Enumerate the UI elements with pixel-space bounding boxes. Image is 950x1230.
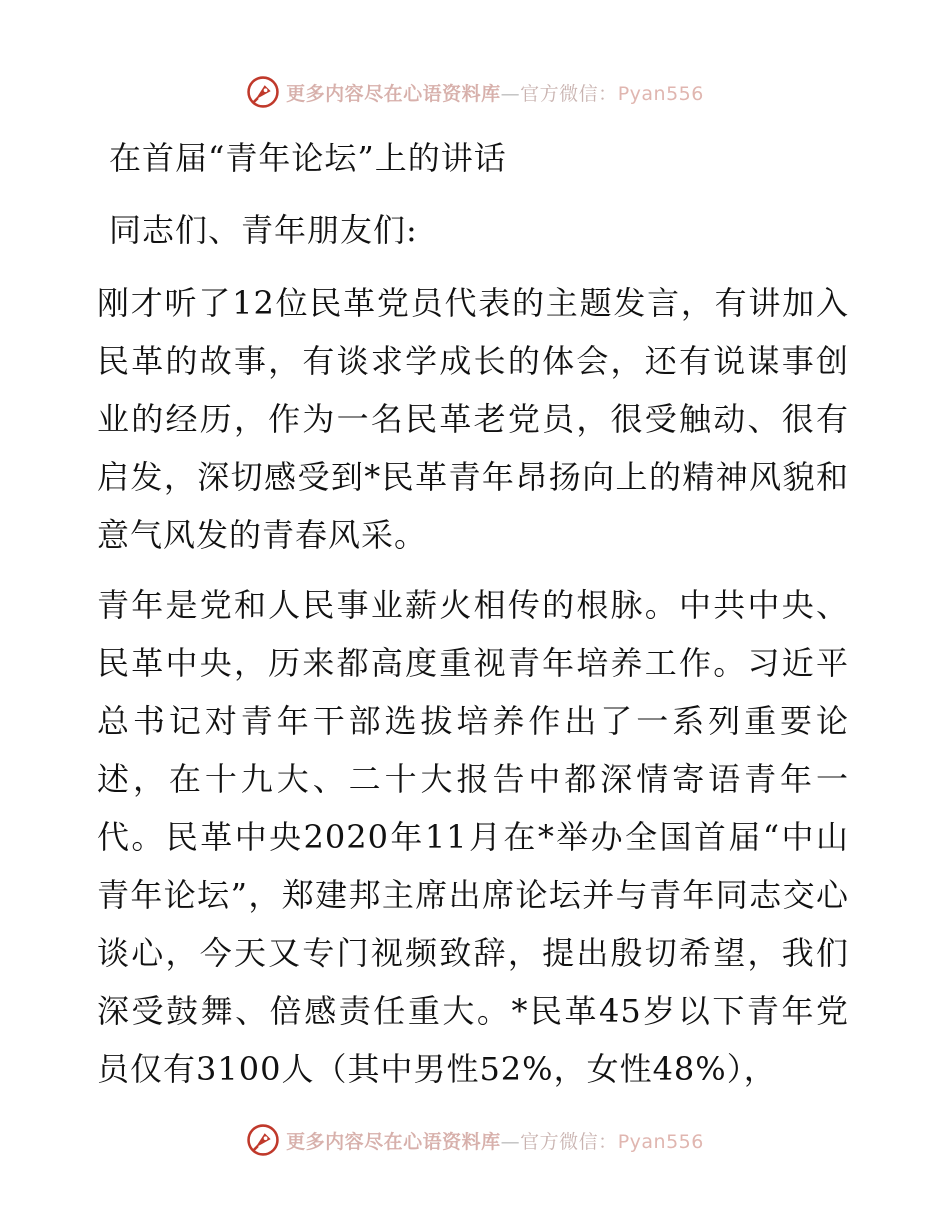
watermark-wechat-id: Pyan556 [617,82,704,105]
watermark-text [286,79,704,106]
pen-nib-logo-icon [246,1123,280,1157]
document-title: 在首届“青年论坛”上的讲话 [109,139,507,177]
document-body [97,118,849,1098]
watermark-dash: — [500,1130,521,1153]
document-greeting: 同志们、青年朋友们: [109,211,418,249]
watermark-wechat-id: Pyan556 [617,1130,704,1153]
pen-nib-logo-icon [246,75,280,109]
watermark-text [286,1127,704,1154]
paragraph-2: 青年是党和人民事业薪火相传的根脉。中共中央、民革中央，历来都高度重视青年培养工作。习近平总书记对青年干部选拔培养作出了一系列重要论述，在十九大、二十大报告中都深情寄语青年一代。民革中央2020年11月在*举办全国首届“中山青年论坛”，郑建邦主席出席论坛并与青年同志交心谈心，今天又专门视频致辞，提出殷切希望，我们深受鼓舞、倍感责任重大。*民革45岁以下青年党员仅有3100人（其中男性52%，女性48%）， [97,586,849,1088]
footer-watermark-banner [0,1118,950,1162]
watermark-brand: 更多内容尽在心语资料库 [286,1130,501,1153]
header-watermark-banner [0,70,950,114]
watermark-wechat-label: 官方微信： [520,82,618,105]
paragraph-1: 刚才听了12位民革党员代表的主题发言，有讲加入民革的故事，有谈求学成长的体会，还有说谋事创业的经历，作为一名民革老党员，很受触动、很有启发，深切感受到*民革青年昂扬向上的精神风貌和意气风发的青春风采。 [97,284,849,554]
watermark-brand: 更多内容尽在心语资料库 [286,82,501,105]
watermark-wechat-label: 官方微信： [520,1130,618,1153]
watermark-dash: — [500,82,521,105]
